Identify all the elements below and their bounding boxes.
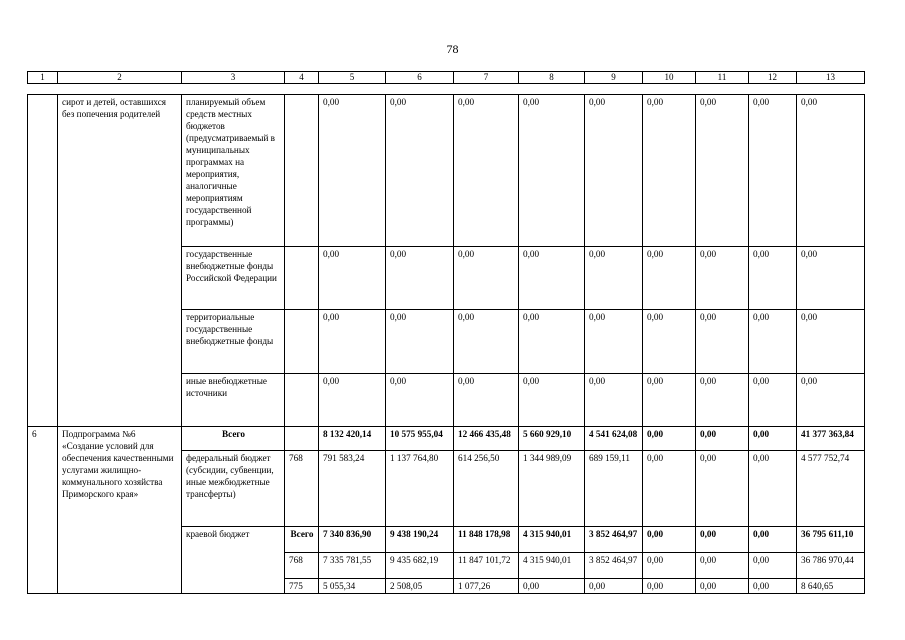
value-cell: 11 848 178,98 [454,527,519,553]
row-number-cell: 6 [28,427,58,594]
value-cell: 0,00 [519,247,585,310]
funding-source-cell: иные внебюджетные источники [182,374,285,427]
value-cell: 4 315 940,01 [519,527,585,553]
code-cell [285,427,319,451]
value-cell: 2 508,05 [386,579,454,594]
value-cell: 0,00 [749,527,797,553]
col-number: 12 [749,72,797,84]
value-cell: 4 541 624,08 [585,427,643,451]
value-cell: 0,00 [749,310,797,374]
value-cell: 0,00 [643,427,696,451]
value-cell: 36 795 611,10 [797,527,865,553]
value-cell: 0,00 [643,374,696,427]
value-cell: 5 055,34 [319,579,386,594]
value-cell: 7 340 836,90 [319,527,386,553]
value-cell: 0,00 [696,579,749,594]
col-number: 8 [519,72,585,84]
col-number: 7 [454,72,519,84]
code-cell [285,247,319,310]
value-cell: 0,00 [696,310,749,374]
value-cell: 11 847 101,72 [454,553,519,579]
column-number-row [28,72,865,84]
value-cell: 0,00 [319,95,386,247]
value-cell: 1 077,26 [454,579,519,594]
funding-source-cell: территориальные государственные внебюджетные фонды [182,310,285,374]
table-row [28,427,865,451]
program-title-cell: Подпрограмма №6 «Создание условий для обеспечения качественными услугами жилищно-коммунального хозяйства Приморского края» [58,427,182,594]
code-cell [285,310,319,374]
value-cell: 0,00 [319,374,386,427]
value-cell: 1 344 989,09 [519,451,585,527]
value-cell: 3 852 464,97 [585,527,643,553]
funding-source-cell: Всего [182,427,285,451]
value-cell: 0,00 [643,95,696,247]
value-cell: 0,00 [454,95,519,247]
value-cell: 41 377 363,84 [797,427,865,451]
value-cell: 0,00 [585,247,643,310]
value-cell: 0,00 [643,247,696,310]
code-cell: 775 [285,579,319,594]
value-cell: 0,00 [386,374,454,427]
funding-source-cell: государственные внебюджетные фонды Российской Федерации [182,247,285,310]
col-number: 9 [585,72,643,84]
value-cell: 0,00 [696,95,749,247]
code-cell: Всего [285,527,319,553]
col-number: 2 [58,72,182,84]
value-cell: 8 640,65 [797,579,865,594]
spacer-row [28,84,865,95]
budget-table [27,71,865,594]
funding-source-cell: федеральный бюджет (субсидии, субвенции, иные межбюджетные трансферты) [182,451,285,527]
value-cell: 0,00 [643,310,696,374]
value-cell: 0,00 [643,451,696,527]
value-cell: 0,00 [749,451,797,527]
col-number: 3 [182,72,285,84]
code-cell: 768 [285,451,319,527]
value-cell: 7 335 781,55 [319,553,386,579]
value-cell: 4 577 752,74 [797,451,865,527]
code-cell [285,374,319,427]
value-cell: 3 852 464,97 [585,553,643,579]
value-cell: 0,00 [454,247,519,310]
value-cell: 0,00 [386,310,454,374]
value-cell: 0,00 [585,310,643,374]
value-cell: 0,00 [519,579,585,594]
value-cell: 0,00 [797,374,865,427]
value-cell: 0,00 [696,374,749,427]
value-cell: 0,00 [696,247,749,310]
col-number: 4 [285,72,319,84]
value-cell: 0,00 [797,310,865,374]
col-number: 5 [319,72,386,84]
value-cell: 10 575 955,04 [386,427,454,451]
value-cell: 791 583,24 [319,451,386,527]
value-cell: 0,00 [696,427,749,451]
value-cell: 5 660 929,10 [519,427,585,451]
funding-source-cell: краевой бюджет [182,527,285,594]
value-cell: 0,00 [519,95,585,247]
value-cell: 0,00 [585,95,643,247]
col-number: 11 [696,72,749,84]
col-number: 10 [643,72,696,84]
value-cell: 8 132 420,14 [319,427,386,451]
value-cell: 9 435 682,19 [386,553,454,579]
value-cell: 0,00 [319,310,386,374]
value-cell: 0,00 [643,579,696,594]
col-number: 1 [28,72,58,84]
row-number-cell [28,95,58,427]
col-number: 13 [797,72,865,84]
table-row [28,95,865,247]
program-title-cell: сирот и детей, оставшихся без попечения родителей [58,95,182,427]
funding-source-cell: планируемый объем средств местных бюджетов (предусматриваемый в муниципальных программах на мероприятия, аналогичные мероприятиям государственной программы) [182,95,285,247]
value-cell: 4 315 940,01 [519,553,585,579]
value-cell: 0,00 [643,527,696,553]
value-cell: 0,00 [749,427,797,451]
value-cell: 0,00 [454,374,519,427]
value-cell: 9 438 190,24 [386,527,454,553]
value-cell: 0,00 [797,247,865,310]
value-cell: 36 786 970,44 [797,553,865,579]
value-cell: 0,00 [585,579,643,594]
value-cell: 12 466 435,48 [454,427,519,451]
value-cell: 0,00 [749,553,797,579]
value-cell: 0,00 [749,95,797,247]
value-cell: 614 256,50 [454,451,519,527]
value-cell: 0,00 [643,553,696,579]
value-cell: 0,00 [519,374,585,427]
value-cell: 689 159,11 [585,451,643,527]
page-number: 78 [446,42,459,56]
value-cell: 0,00 [749,579,797,594]
value-cell: 0,00 [696,451,749,527]
value-cell: 0,00 [585,374,643,427]
value-cell: 0,00 [386,95,454,247]
value-cell: 0,00 [319,247,386,310]
value-cell: 0,00 [519,310,585,374]
value-cell: 0,00 [797,95,865,247]
code-cell: 768 [285,553,319,579]
value-cell: 0,00 [696,527,749,553]
value-cell: 0,00 [386,247,454,310]
code-cell [285,95,319,247]
value-cell: 0,00 [696,553,749,579]
value-cell: 0,00 [749,374,797,427]
value-cell: 1 137 764,80 [386,451,454,527]
value-cell: 0,00 [749,247,797,310]
col-number: 6 [386,72,454,84]
value-cell: 0,00 [454,310,519,374]
